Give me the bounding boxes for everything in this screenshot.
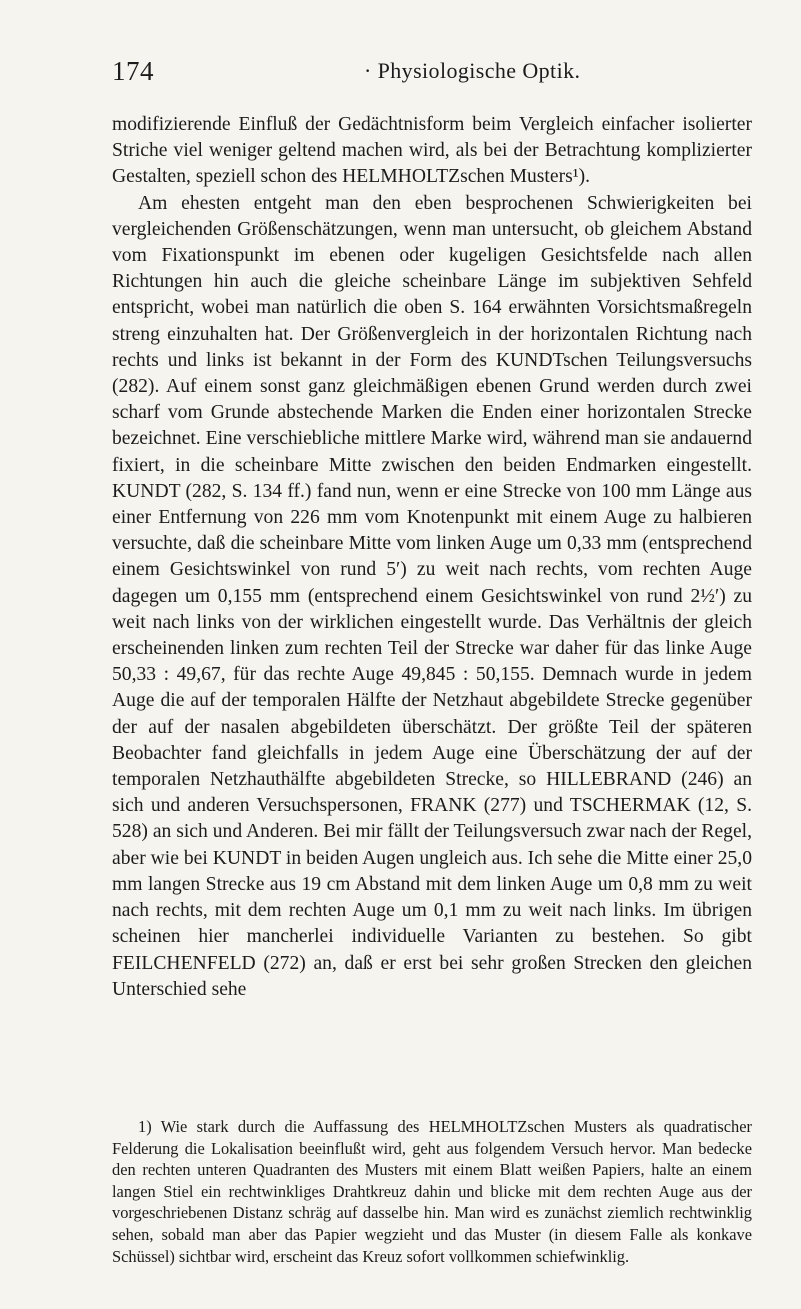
body-text [112, 112, 752, 1003]
running-head [112, 56, 752, 96]
page-number: 174 [112, 56, 154, 86]
running-head-separator: · [364, 58, 372, 83]
paragraph-teilungsversuch: Am ehesten entgeht man den eben besprochenen Schwierigkeiten bei vergleichenden Größenschätzungen, wenn man untersucht, ob gleichem Abstand vom Fixationspunkt im ebenen oder kugeligen Gesichtsfelde nach allen Richtungen hin auch die gleiche scheinbare Länge im subjektiven Sehfeld entspricht, wobei man natürlich die oben S. 164 erwähnten Vorsichtsmaßregeln streng einzuhalten hat. Der Größenvergleich in der horizontalen Richtung nach rechts und links ist bekannt in der Form des KUNDTschen Teilungsversuchs (282). Auf einem sonst ganz gleichmäßigen ebenen Grund werden durch zwei scharf vom Grunde abstechende Marken die Enden einer horizontalen Strecke bezeichnet. Eine verschiebliche mittlere Marke wird, während man sie andauernd fixiert, in die scheinbare Mitte zwischen den beiden Endmarken eingestellt. KUNDT (282, S. 134 ff.) fand nun, wenn er eine Strecke von 100 mm Länge aus einer Entfernung von 226 mm vom Knotenpunkt mit einem Auge zu halbieren versuchte, daß die scheinbare Mitte vom linken Auge um 0,33 mm (entsprechend einem Gesichtswinkel von rund 5′) zu weit nach rechts, vom rechten Auge dagegen um 0,155 mm (entsprechend einem Gesichtswinkel von rund 2½′) zu weit nach links von der wirklichen eingestellt wurde. Das Verhältnis der gleich erscheinenden linken zum rechten Teil der Strecke war daher für das linke Auge 50,33 : 49,67, für das rechte Auge 49,845 : 50,155. Demnach wurde in jedem Auge die auf der temporalen Hälfte der Netzhaut abgebildete Strecke gegenüber der auf der nasalen abgebildeten überschätzt. Der größte Teil der späteren Beobachter fand gleichfalls in jedem Auge eine Überschätzung der auf der temporalen Netzhauthälfte abgebildeten Strecke, so HILLEBRAND (246) an sich und anderen Versuchspersonen, FRANK (277) und TSCHERMAK (12, S. 528) an sich und Anderen. Bei mir fällt der Teilungsversuch zwar nach der Regel, aber wie bei KUNDT in beiden Augen ungleich aus. Ich sehe die Mitte einer 25,0 mm langen Strecke aus 19 cm Abstand mit dem linken Auge um 0,8 mm zu weit nach rechts, mit dem rechten Auge um 0,1 mm zu weit nach links. Im übrigen scheinen hier mancherlei individuelle Varianten zu bestehen. So gibt FEILCHENFELD (272) an, daß er erst bei sehr großen Strecken den gleichen Unterschied sehe [112, 192, 752, 1000]
paragraph-continued: modifizierende Einfluß der Gedächtnisform beim Vergleich einfacher isolierter Striche viel weniger geltend machen wird, als bei der Betrachtung komplizierter Gestalten, speziell schon des HELMHOLTZschen Musters¹). [112, 114, 752, 188]
footnote: 1) Wie stark durch die Auffassung des HELMHOLTZschen Musters als quadratischer Felderung die Lokalisation beeinflußt wird, geht aus folgendem Versuch hervor. Man bedecke den rechten unteren Quadranten des Musters mit einem Blatt weißen Papiers, halte an einem langen Stiel ein rechtwinkliges Drahtkreuz dahin und blicke mit dem rechten Auge aus der vorgeschriebenen Distanz schräg auf dasselbe hin. Man wird es zunächst ziemlich rechtwinklig sehen, sobald man aber das Papier wegzieht und das Muster (in diesem Falle als konkave Schüssel) sichtbar wird, erscheint das Kreuz sofort vollkommen schiefwinklig. [112, 1117, 752, 1266]
running-title [364, 58, 580, 84]
running-title-text: Physiologische Optik. [377, 58, 581, 83]
